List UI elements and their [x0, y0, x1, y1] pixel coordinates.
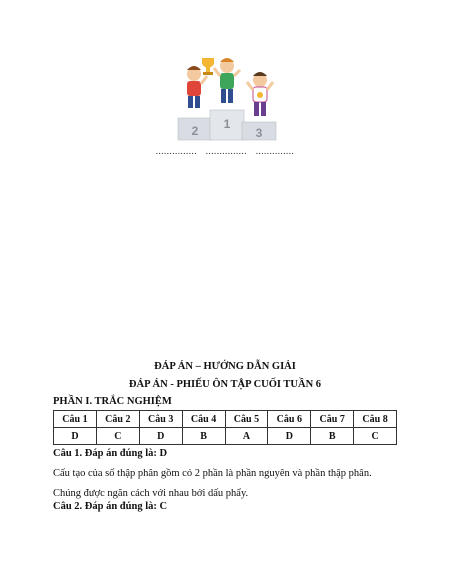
answer-cell: C	[354, 428, 397, 445]
header-cell: Câu 3	[139, 411, 182, 428]
answer-cell: B	[311, 428, 354, 445]
podium-label-1: 1	[223, 117, 231, 131]
section-title: PHẦN I. TRẮC NGHIỆM	[53, 396, 172, 407]
dots-3: ..............	[255, 146, 295, 156]
podium-label-2: 2	[191, 124, 199, 138]
answer-table-row	[54, 428, 397, 445]
podium-label-3: 3	[255, 126, 263, 140]
question-1-explanation: Cấu tạo của số thập phân gồm có 2 phần là phần nguyên và phần thập phân. Chúng được ngăn cách với nhau bởi dấu phẩy.	[53, 468, 372, 499]
header-cell: Câu 1	[54, 411, 97, 428]
answer-cell: D	[268, 428, 311, 445]
question-1-answer: Câu 1. Đáp án đúng là: D	[53, 448, 168, 459]
sub-title: ĐÁP ÁN - PHIẾU ÔN TẬP CUỐI TUẦN 6	[128, 379, 322, 390]
podium-kids-icon	[172, 48, 282, 144]
dotted-line-placeholders	[0, 146, 450, 156]
answer-table	[53, 410, 397, 445]
header-cell: Câu 6	[268, 411, 311, 428]
podium-illustration	[172, 48, 282, 144]
dots-1: ...............	[155, 146, 197, 156]
answer-cell: C	[96, 428, 139, 445]
answer-table-header-row	[54, 411, 397, 428]
header-cell: Câu 4	[182, 411, 225, 428]
dots-2: ...............	[205, 146, 247, 156]
answer-cell: D	[139, 428, 182, 445]
question-2-answer: Câu 2. Đáp án đúng là: C	[53, 501, 168, 512]
answer-cell: A	[225, 428, 268, 445]
header-cell: Câu 7	[311, 411, 354, 428]
main-title: ĐÁP ÁN – HƯỚNG DẪN GIẢI	[154, 361, 296, 372]
header-cell: Câu 2	[96, 411, 139, 428]
answer-cell: D	[54, 428, 97, 445]
header-cell: Câu 5	[225, 411, 268, 428]
answer-cell: B	[182, 428, 225, 445]
header-cell: Câu 8	[354, 411, 397, 428]
